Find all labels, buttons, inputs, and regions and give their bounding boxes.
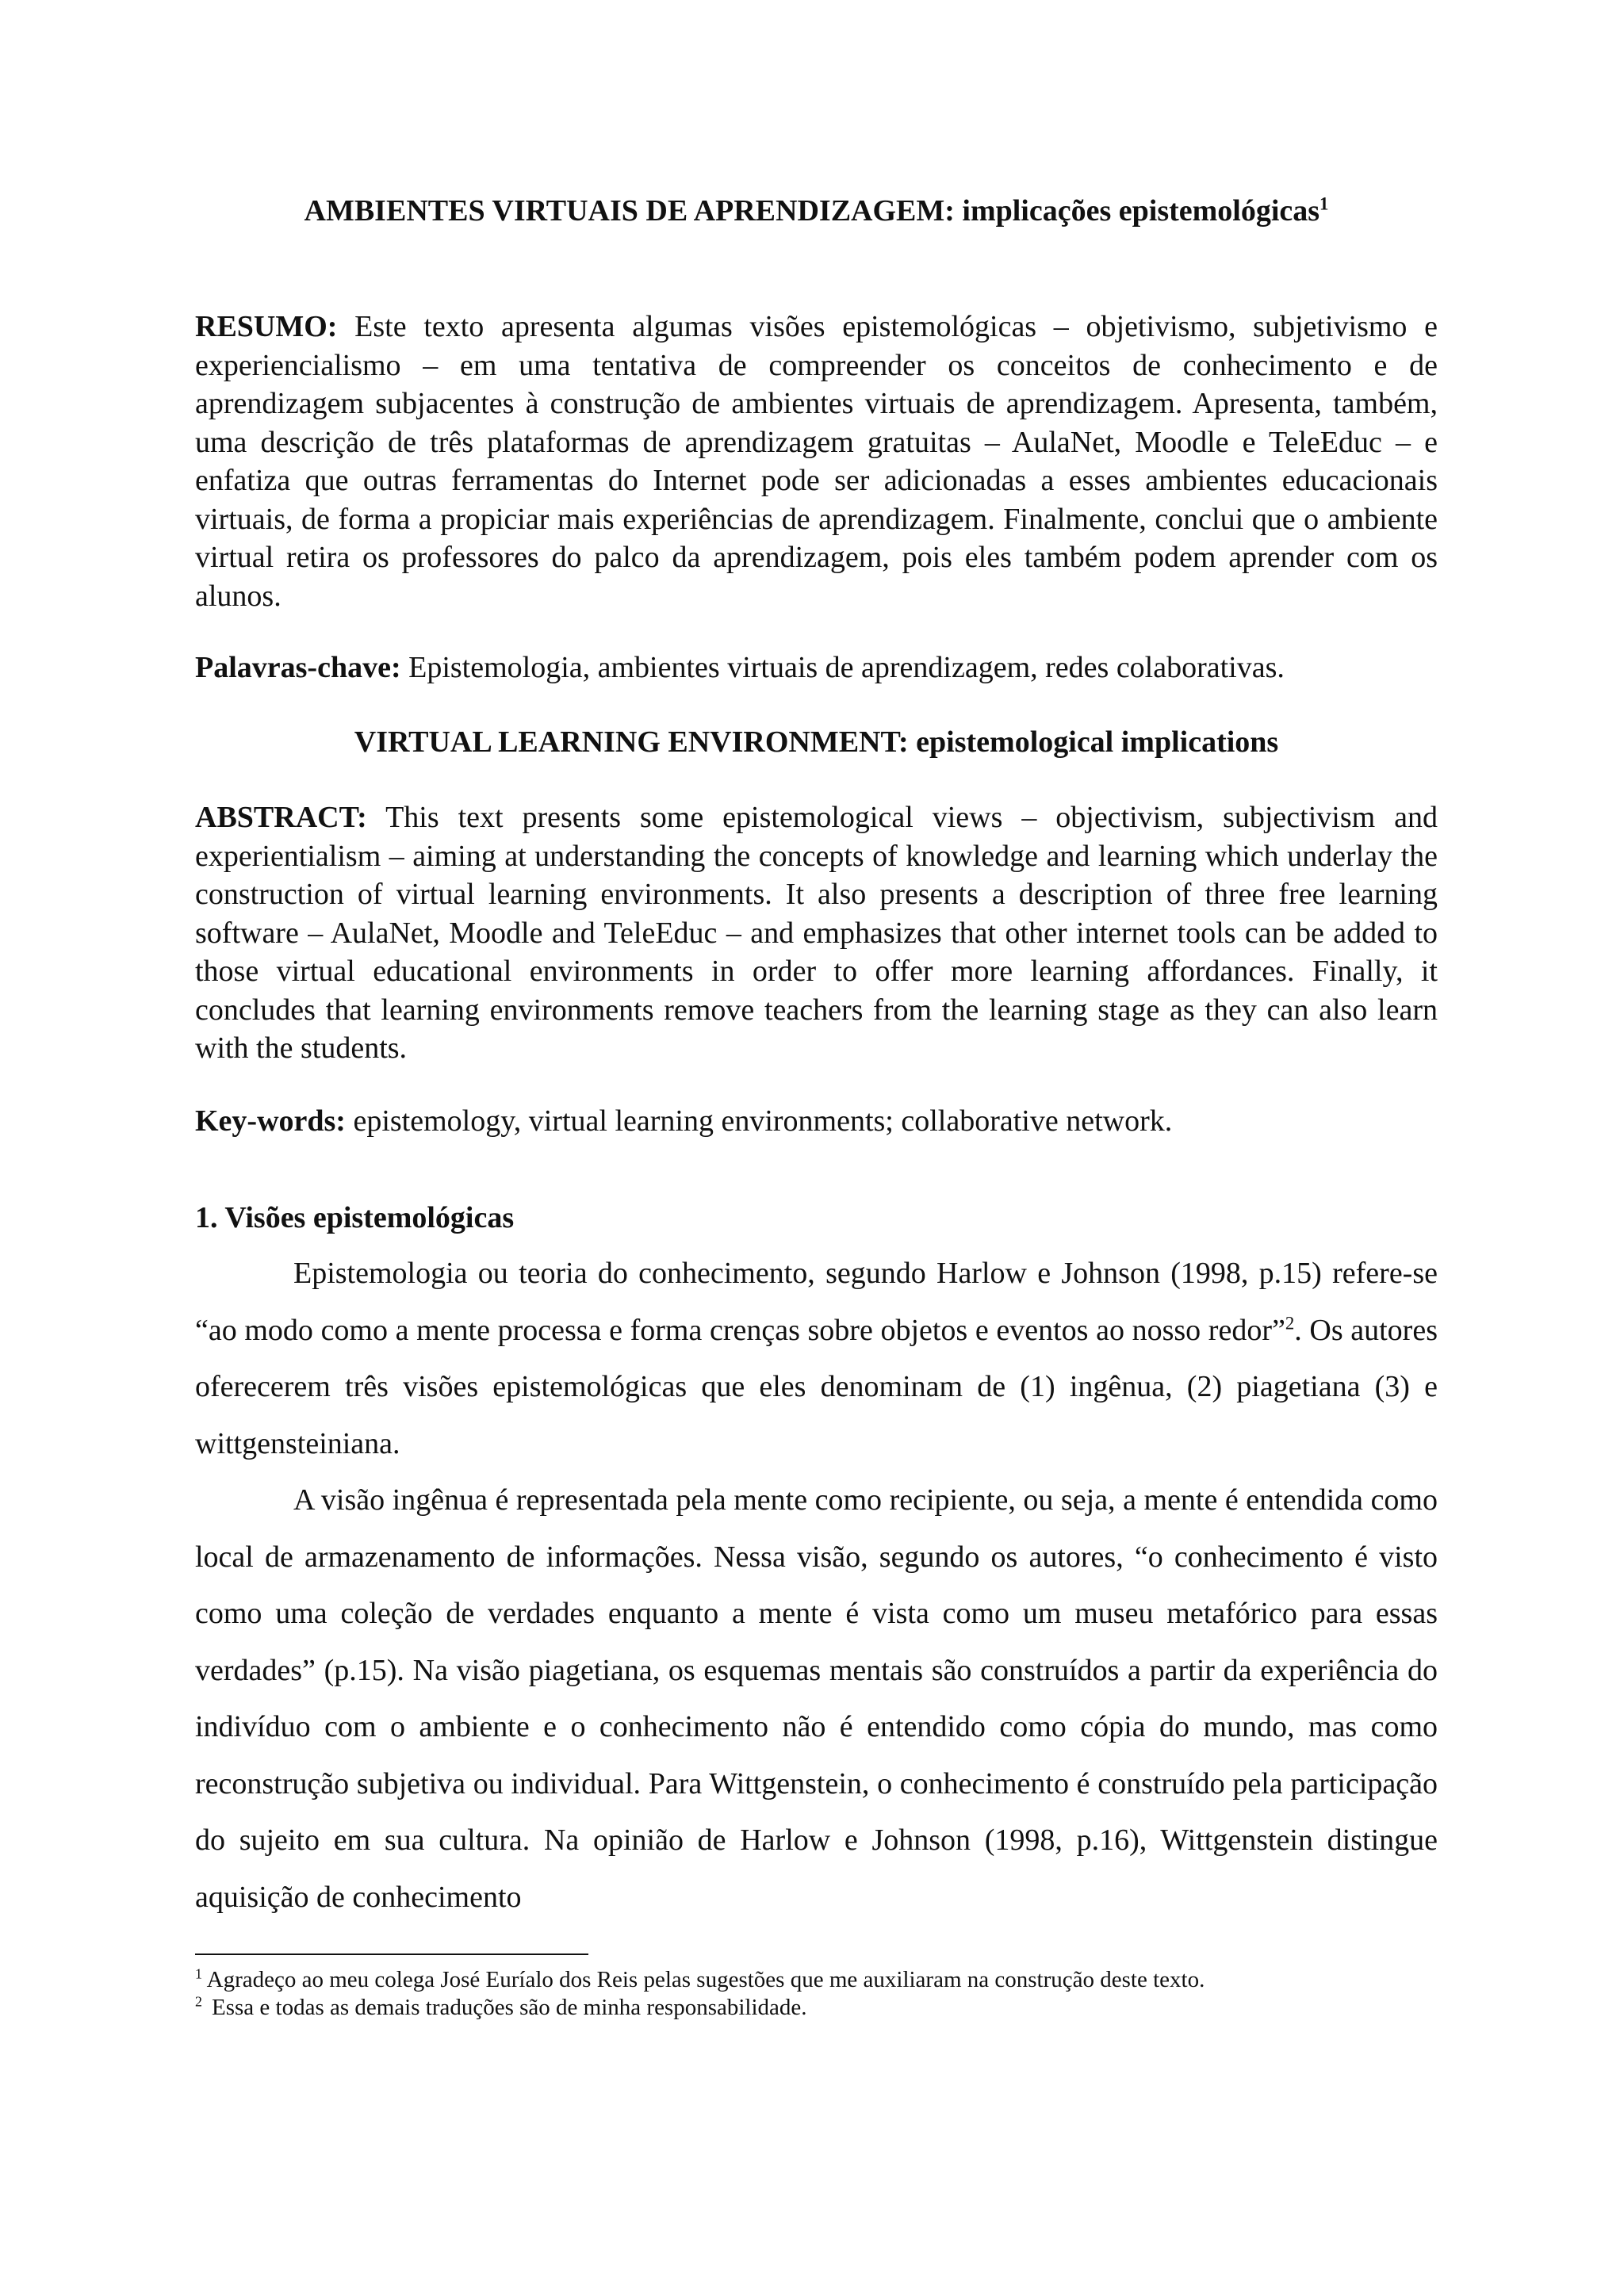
paper-title [195,193,1438,228]
paragraph-1-text-a: Epistemologia ou teoria do conhecimento, segundo Harlow e Johnson (1998, p.15) refere-se “ao modo como a mente processa e forma crenças sobre objetos e eventos ao nosso redor” [195,1257,1438,1347]
resumo-text: Este texto apresenta algumas visões epistemológicas – objetivismo, subjetivismo e experiencialismo – em uma tentativa de compreender os conceitos de conhecimento e de aprendizagem subjacentes à construção de ambientes virtuais de aprendizagem. Apresenta, também, uma descrição de três plataformas de aprendizagem gratuitas – AulaNet, Moodle e TeleEduc – e enfatiza que outras ferramentas do Internet pode ser adicionadas a esses ambientes educacionais virtuais, de forma a propiciar mais experiências de aprendizagem. Finalmente, conclui que o ambiente virtual retira os professores do palco da aprendizagem, pois eles também podem aprender com os alunos. [195,310,1438,613]
section-paragraph-2: A visão ingênua é representada pela mente como recipiente, ou seja, a mente é entendida como local de armazenamento de informações. Nessa visão, segundo os autores, “o conhecimento é visto como uma coleção de verdades enquanto a mente é vista como um museu metafórico para essas verdades” (p.15). Na visão piagetiana, os esquemas mentais são construídos a partir da experiência do indivíduo com o ambiente e o conhecimento não é entendido como cópia do mundo, mas como reconstrução subjetiva ou individual. Para Wittgenstein, o conhecimento é construído pela participação do sujeito em sua cultura. Na opinião de Harlow e Johnson (1998, p.16), Wittgenstein distingue aquisição de conhecimento [195,1483,1438,1914]
abstract-text: This text presents some epistemological views – objectivism, subjectivism and experientialism – aiming at understanding the concepts of knowledge and learning which underlay the construction of virtual learning environments. It also presents a description of three free learning software – AulaNet, Moodle and TeleEduc – and emphasizes that other internet tools can be added to those virtual educational environments in order to offer more learning affordances. Finally, it concludes that learning environments remove teachers from the learning stage as they can also learn with the students. [195,801,1438,1065]
footnote-2 [195,1994,1438,2022]
paragraph-1-footnote-ref: 2 [1285,1312,1295,1333]
paper-title-text: AMBIENTES VIRTUAIS DE APRENDIZAGEM: implicações epistemológicas [304,194,1320,228]
keywords-block [195,1102,1438,1141]
abstract-block [195,798,1438,1068]
resumo-block [195,308,1438,615]
footnote-2-number: 2 [195,1993,202,2010]
footnote-1-number: 1 [195,1965,202,1982]
keywords-label: Key-words: [195,1104,346,1138]
abstract-label: ABSTRACT: [195,801,367,834]
resumo-label: RESUMO: [195,310,338,343]
section-paragraph-1 [195,1246,1438,1472]
palavras-chave-label: Palavras-chave: [195,651,401,684]
abstract-paragraph [195,798,1438,1068]
title-footnote-ref: 1 [1320,193,1329,214]
footnote-1 [195,1966,1438,1994]
paragraph-1-text-b: . Os autores oferecerem três visões epistemológicas que eles denominam de (1) ingênua, (2) piagetiana (3) e wittgensteiniana. [195,1313,1438,1460]
palavras-chave-paragraph [195,649,1438,687]
footnote-separator [195,1954,588,1955]
resumo-paragraph [195,308,1438,615]
footnotes [195,1966,1438,2022]
english-title: VIRTUAL LEARNING ENVIRONMENT: epistemological implications [354,725,1279,759]
palavras-chave-text: Epistemologia, ambientes virtuais de aprendizagem, redes colaborativas. [408,651,1285,684]
keywords-paragraph [195,1102,1438,1141]
keywords-text: epistemology, virtual learning environments; collaborative network. [353,1104,1173,1138]
footnote-2-text: Essa e todas as demais traduções são de minha responsabilidade. [211,1995,807,2020]
section-heading: 1. Visões epistemológicas [195,1201,515,1234]
section-1 [195,1199,1438,1926]
palavras-chave-block [195,649,1438,687]
footnote-1-text: Agradeço ao meu colega José Euríalo dos Reis pelas sugestões que me auxiliaram na construção deste texto. [206,1967,1205,1992]
